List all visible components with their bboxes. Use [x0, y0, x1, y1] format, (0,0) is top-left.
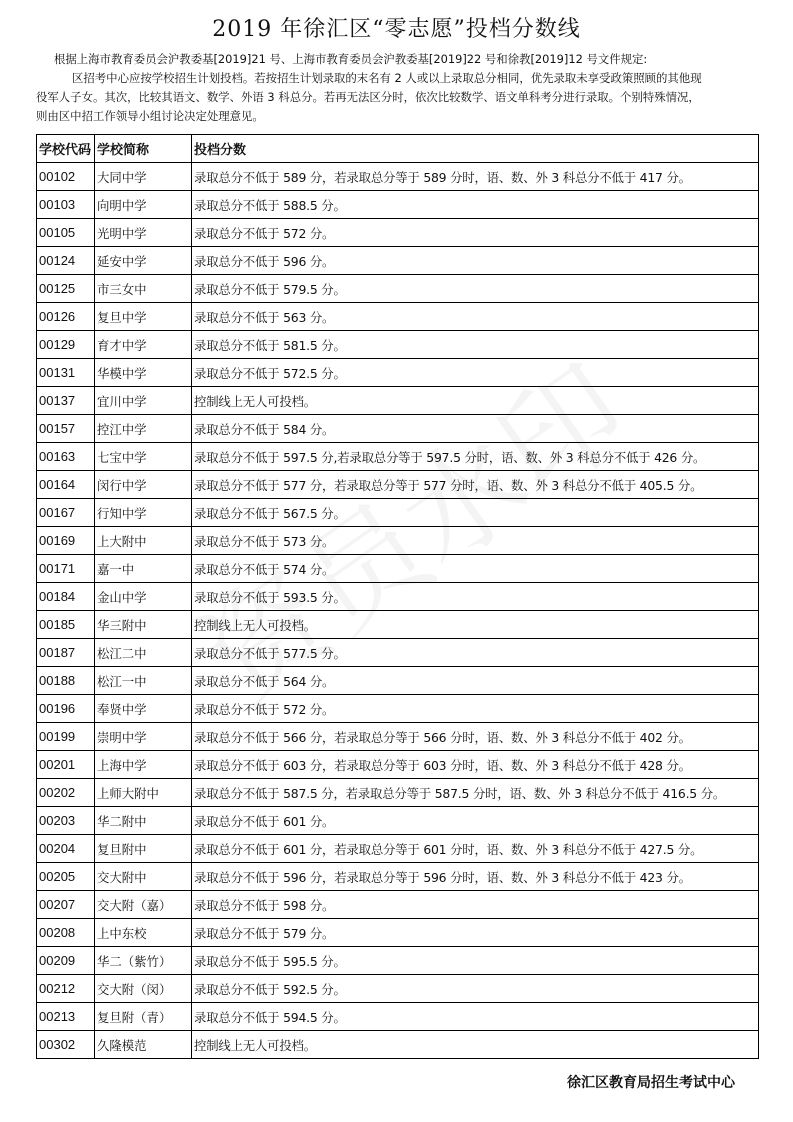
school-name-cell: 市三女中 [95, 275, 192, 303]
school-code-cell: 00105 [37, 219, 95, 247]
school-code-cell: 00102 [37, 163, 95, 191]
score-cell: 录取总分不低于 603 分，若录取总分等于 603 分时，语、数、外 3 科总分不低于 428 分。 [192, 751, 759, 779]
score-cell: 录取总分不低于 574 分。 [192, 555, 759, 583]
school-code-cell: 00137 [37, 387, 95, 415]
school-code-cell: 00203 [37, 807, 95, 835]
intro-line: 根据上海市教育委员会沪教委基[2019]21 号、上海市教育委员会沪教委基[2019]22 号和徐教[2019]12 号文件规定: [54, 52, 648, 66]
score-cell: 录取总分不低于 579.5 分。 [192, 275, 759, 303]
table-row [37, 891, 759, 919]
school-name-cell: 复旦附中 [95, 835, 192, 863]
table-row [37, 471, 759, 499]
table-row [37, 247, 759, 275]
school-name-cell: 交大附（闵） [95, 975, 192, 1003]
school-name-cell: 华二附中 [95, 807, 192, 835]
school-name-cell: 交大附（嘉） [95, 891, 192, 919]
school-code-cell: 00185 [37, 611, 95, 639]
table-row [37, 555, 759, 583]
school-code-cell: 00157 [37, 415, 95, 443]
school-name-cell: 行知中学 [95, 499, 192, 527]
table-row [37, 583, 759, 611]
school-code-cell: 00213 [37, 1003, 95, 1031]
header-school-code: 学校代码 [37, 135, 95, 163]
table-row [37, 947, 759, 975]
school-code-cell: 00207 [37, 891, 95, 919]
table-row [37, 443, 759, 471]
school-name-cell: 华模中学 [95, 359, 192, 387]
school-code-cell: 00169 [37, 527, 95, 555]
table-row [37, 359, 759, 387]
intro-line: 役军人子女。其次，比较其语文、数学、外语 3 科总分。若再无法区分时，依次比较数学、语文单科考分进行录取。个别特殊情况， [36, 90, 700, 104]
score-cell: 录取总分不低于 601 分。 [192, 807, 759, 835]
school-name-cell: 奉贤中学 [95, 695, 192, 723]
table-row [37, 667, 759, 695]
score-cell: 录取总分不低于 581.5 分。 [192, 331, 759, 359]
school-code-cell: 00201 [37, 751, 95, 779]
school-name-cell: 交大附中 [95, 863, 192, 891]
school-name-cell: 松江一中 [95, 667, 192, 695]
school-name-cell: 七宝中学 [95, 443, 192, 471]
school-name-cell: 延安中学 [95, 247, 192, 275]
table-row [37, 219, 759, 247]
table-row [37, 303, 759, 331]
school-name-cell: 上大附中 [95, 527, 192, 555]
school-name-cell: 复旦附（青） [95, 1003, 192, 1031]
score-cell: 录取总分不低于 592.5 分。 [192, 975, 759, 1003]
header-score: 投档分数 [192, 135, 759, 163]
school-name-cell: 闵行中学 [95, 471, 192, 499]
intro-line: 区招考中心应按学校招生计划投档。若按招生计划录取的末名有 2 人或以上录取总分相同，优先录取未享受政策照顾的其他现 [72, 71, 702, 85]
school-code-cell: 00131 [37, 359, 95, 387]
school-code-cell: 00187 [37, 639, 95, 667]
school-code-cell: 00164 [37, 471, 95, 499]
table-row [37, 191, 759, 219]
school-name-cell: 上中东校 [95, 919, 192, 947]
score-cell: 录取总分不低于 584 分。 [192, 415, 759, 443]
score-cell: 录取总分不低于 593.5 分。 [192, 583, 759, 611]
school-code-cell: 00205 [37, 863, 95, 891]
score-cell: 录取总分不低于 573 分。 [192, 527, 759, 555]
school-code-cell: 00196 [37, 695, 95, 723]
table-row [37, 611, 759, 639]
school-name-cell: 嘉一中 [95, 555, 192, 583]
school-name-cell: 华三附中 [95, 611, 192, 639]
intro-line: 则由区中招工作领导小组讨论决定处理意见。 [36, 109, 264, 123]
school-name-cell: 松江二中 [95, 639, 192, 667]
score-cell: 录取总分不低于 577.5 分。 [192, 639, 759, 667]
school-code-cell: 00125 [37, 275, 95, 303]
score-cell: 录取总分不低于 567.5 分。 [192, 499, 759, 527]
school-code-cell: 00124 [37, 247, 95, 275]
score-cell: 录取总分不低于 572 分。 [192, 695, 759, 723]
school-name-cell: 久隆模范 [95, 1031, 192, 1059]
score-cell: 录取总分不低于 564 分。 [192, 667, 759, 695]
table-row [37, 723, 759, 751]
score-cell: 录取总分不低于 597.5 分,若录取总分等于 597.5 分时，语、数、外 3 科总分不低于 426 分。 [192, 443, 759, 471]
table-row [37, 499, 759, 527]
score-table [36, 134, 759, 1059]
school-code-cell: 00163 [37, 443, 95, 471]
score-cell: 控制线上无人可投档。 [192, 611, 759, 639]
school-name-cell: 光明中学 [95, 219, 192, 247]
score-cell: 控制线上无人可投档。 [192, 1031, 759, 1059]
school-code-cell: 00126 [37, 303, 95, 331]
score-cell: 录取总分不低于 577 分，若录取总分等于 577 分时，语、数、外 3 科总分不低于 405.5 分。 [192, 471, 759, 499]
score-cell: 录取总分不低于 563 分。 [192, 303, 759, 331]
school-name-cell: 金山中学 [95, 583, 192, 611]
score-cell: 录取总分不低于 595.5 分。 [192, 947, 759, 975]
table-row [37, 807, 759, 835]
school-name-cell: 上海中学 [95, 751, 192, 779]
table-header-row [37, 135, 759, 163]
table-row [37, 835, 759, 863]
school-code-cell: 00103 [37, 191, 95, 219]
school-name-cell: 上师大附中 [95, 779, 192, 807]
school-code-cell: 00302 [37, 1031, 95, 1059]
school-name-cell: 崇明中学 [95, 723, 192, 751]
school-code-cell: 00199 [37, 723, 95, 751]
school-code-cell: 00167 [37, 499, 95, 527]
school-code-cell: 00212 [37, 975, 95, 1003]
score-cell: 录取总分不低于 572 分。 [192, 219, 759, 247]
score-cell: 录取总分不低于 588.5 分。 [192, 191, 759, 219]
score-cell: 录取总分不低于 587.5 分，若录取总分等于 587.5 分时，语、数、外 3 科总分不低于 416.5 分。 [192, 779, 759, 807]
table-row [37, 751, 759, 779]
page-title: 2019 年徐汇区“零志愿”投档分数线 [212, 17, 581, 42]
school-name-cell: 育才中学 [95, 331, 192, 359]
school-code-cell: 00188 [37, 667, 95, 695]
score-cell: 录取总分不低于 596 分，若录取总分等于 596 分时，语、数、外 3 科总分不低于 423 分。 [192, 863, 759, 891]
school-code-cell: 00209 [37, 947, 95, 975]
school-name-cell: 控江中学 [95, 415, 192, 443]
score-cell: 录取总分不低于 566 分，若录取总分等于 566 分时，语、数、外 3 科总分不低于 402 分。 [192, 723, 759, 751]
issuer-signature: 徐汇区教育局招生考试中心 [567, 1075, 735, 1091]
intro-paragraph [36, 50, 758, 126]
school-name-cell: 华二（紫竹） [95, 947, 192, 975]
table-row [37, 779, 759, 807]
table-row [37, 639, 759, 667]
table-row [37, 695, 759, 723]
table-row [37, 415, 759, 443]
school-code-cell: 00129 [37, 331, 95, 359]
school-name-cell: 向明中学 [95, 191, 192, 219]
school-name-cell: 大同中学 [95, 163, 192, 191]
school-code-cell: 00204 [37, 835, 95, 863]
score-cell: 录取总分不低于 579 分。 [192, 919, 759, 947]
table-row [37, 387, 759, 415]
school-code-cell: 00208 [37, 919, 95, 947]
score-cell: 控制线上无人可投档。 [192, 387, 759, 415]
score-cell: 录取总分不低于 596 分。 [192, 247, 759, 275]
school-code-cell: 00184 [37, 583, 95, 611]
header-school-name: 学校简称 [95, 135, 192, 163]
table-row [37, 919, 759, 947]
table-row [37, 275, 759, 303]
score-cell: 录取总分不低于 594.5 分。 [192, 1003, 759, 1031]
table-row [37, 1031, 759, 1059]
school-name-cell: 复旦中学 [95, 303, 192, 331]
score-cell: 录取总分不低于 572.5 分。 [192, 359, 759, 387]
table-row [37, 163, 759, 191]
table-row [37, 527, 759, 555]
table-row [37, 331, 759, 359]
score-cell: 录取总分不低于 598 分。 [192, 891, 759, 919]
table-row [37, 975, 759, 1003]
school-name-cell: 宜川中学 [95, 387, 192, 415]
school-code-cell: 00171 [37, 555, 95, 583]
table-row [37, 1003, 759, 1031]
school-code-cell: 00202 [37, 779, 95, 807]
table-row [37, 863, 759, 891]
score-cell: 录取总分不低于 589 分，若录取总分等于 589 分时，语、数、外 3 科总分不低于 417 分。 [192, 163, 759, 191]
score-cell: 录取总分不低于 601 分，若录取总分等于 601 分时，语、数、外 3 科总分不低于 427.5 分。 [192, 835, 759, 863]
